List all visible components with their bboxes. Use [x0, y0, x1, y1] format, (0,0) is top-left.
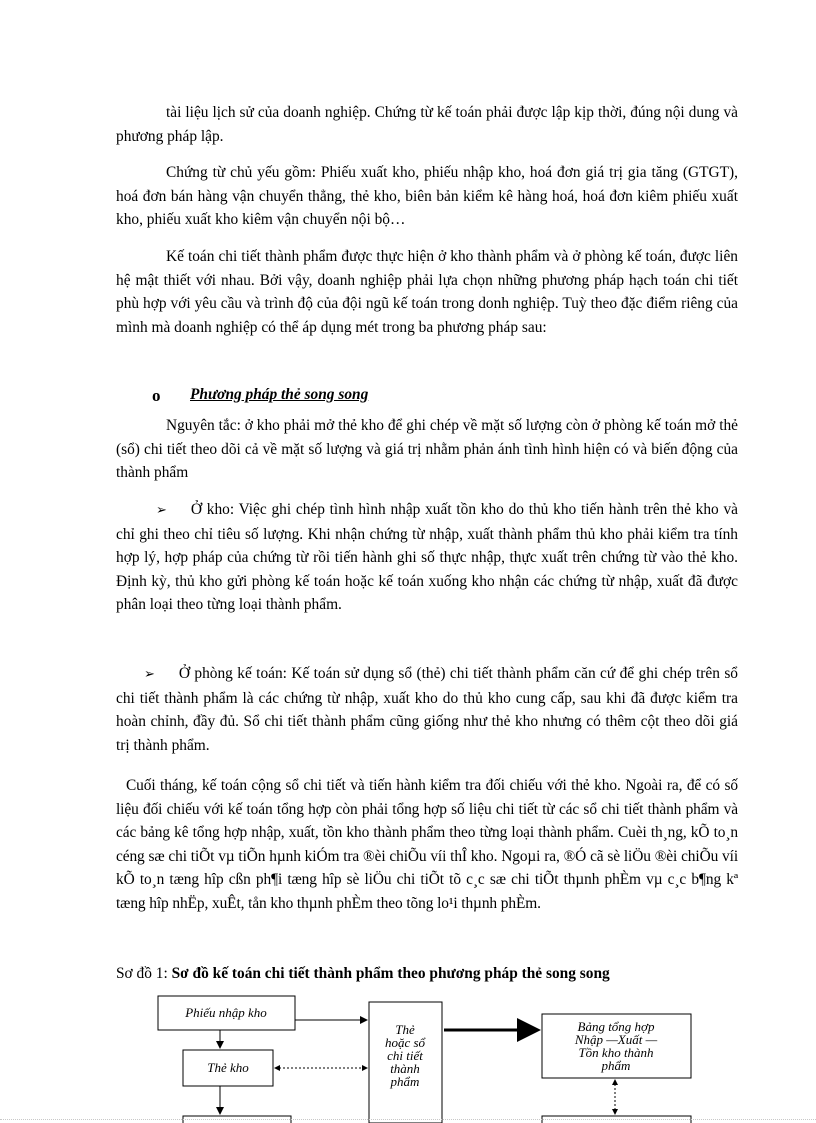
box-the-so-line3: chi tiết — [387, 1048, 423, 1063]
box-the-so-line1: Thẻ — [395, 1022, 415, 1037]
section-heading: Phương pháp thẻ song song — [190, 386, 369, 403]
paragraph-kho — [116, 498, 738, 617]
box-bang-line1: Bảng tổng hợp — [577, 1019, 655, 1034]
arrow-bullet-icon: ➢ — [144, 667, 155, 682]
box-bang-line3: Tồn kho thành — [578, 1045, 654, 1060]
caption-title: Sơ đồ kế toán chi tiết thành phẩm theo phương pháp thẻ song song — [171, 965, 610, 982]
page-bottom-rule — [0, 1119, 816, 1120]
arrow-bullet-icon: ➢ — [156, 503, 167, 518]
paragraph-phong-ke-toan — [116, 662, 738, 757]
paragraph-2: Chứng từ chủ yếu gồm: Phiếu xuất kho, phiếu nhập kho, hoá đơn giá trị gia tăng (GTGT), hoá đơn bán hàng vận chuyển thẳng, thẻ kho, biên bản kiểm kê hàng hoá, hoá đơn kiêm phiếu xuất kho, phiếu xuất kho kiêm vận chuyển nội bộ… — [116, 164, 738, 228]
box-bang-line4: phẩm — [601, 1058, 631, 1073]
paragraph-phong-text: Ở phòng kế toán: Kế toán sử dụng sổ (thẻ) chi tiết thành phẩm căn cứ để ghi chép trên sổ chi tiết thành phẩm là các chứng từ nhập, xuất kho do thủ kho cung cấp, sau khi đã được kiểm tra hoàn chỉnh, đầy đủ. Sổ chi tiết thành phẩm cũng giống như thẻ kho nhưng có thêm cột theo dõi giá trị thành phẩm. — [116, 665, 738, 754]
paragraph-3: Kế toán chi tiết thành phẩm được thực hiện ở kho thành phẩm và ở phòng kế toán, được liên hệ mật thiết với nhau. Bởi vậy, doanh nghiệp phải lựa chọn những phương pháp hạch toán chi tiết phù hợp với yêu cầu và trình độ của đội ngũ kế toán trong donh nghiệp. Tuỳ theo đặc điểm riêng của mình mà doanh nghiệp có thể áp dụng mét trong ba phương pháp sau: — [116, 248, 738, 336]
box-bang-line2: Nhập —Xuất — — [574, 1032, 658, 1047]
box-the-so-line2: hoặc sổ — [384, 1035, 426, 1050]
bullet-o-marker: o — [152, 386, 161, 405]
paragraph-kho-text: Ở kho: Việc ghi chép tình hình nhập xuất tồn kho do thủ kho tiến hành trên thẻ kho và chỉ ghi theo chỉ tiêu số lượng. Khi nhận chứng từ nhập, xuất thành phẩm thủ kho phải kiểm tra tính hợp lý, hợp pháp của chứng từ rồi tiến hành ghi số thực nhập, thực xuất trên chứng từ vào thẻ kho. Định kỳ, thủ kho gửi phòng kế toán hoặc kế toán xuống kho nhận các chứng từ nhập, xuất đã được phân loại theo từng loại thành phẩm. — [116, 501, 738, 613]
box-the-so-line5: phẩm — [390, 1074, 420, 1089]
paragraph-principle: Nguyên tắc: ở kho phải mở thẻ kho để ghi chép về mặt số lượng còn ở phòng kế toán mở thẻ (sổ) chi tiết theo dõi cả về mặt số lượng và giá trị nhằm phản ánh tình hình hiện có và biến động của thành phẩm — [116, 417, 738, 481]
diagram-caption — [116, 965, 610, 983]
box-the-kho-label: Thẻ kho — [207, 1060, 249, 1075]
paragraph-1: tài liệu lịch sử của doanh nghiệp. Chứng từ kế toán phải được lập kịp thời, đúng nội dung và phương pháp lập. — [116, 104, 738, 145]
flow-diagram — [150, 990, 740, 1123]
box-the-so-line4: thành — [390, 1061, 420, 1076]
caption-prefix: Sơ đồ 1: — [116, 965, 172, 982]
paragraph-cuoi-thang: Cuối tháng, kế toán cộng sổ chi tiết và tiến hành kiểm tra đối chiếu với thẻ kho. Ngoài ra, để có số liệu đối chiếu với kế toán tổng hợp còn phải tổng hợp số liệu chi tiết từ các sổ chi tiết thành phẩm và các bảng kê tổng hợp nhập, xuất, tồn kho thành phẩm theo từng loại thành phẩm. Cuèi th¸ng, kÕ to¸n céng sæ chi tiÕt vµ tiÕn hµnh kiÓm tra ®èi chiÕu víi thÎ kho. Ngoµi ra, ®Ó cã sè liÖu ®èi chiÕu víi kÕ to¸n tæng hîp cßn ph¶i tæng hîp sè liÖu chi tiÕt tõ c¸c sæ chi tiÕt thµnh phÈm vµ c¸c b¶ng kª tæng hîp nhËp, xuÊt, tån kho thµnh phÈm theo tõng lo¹i thµnh phÈm. — [116, 777, 738, 912]
box-phieu-nhap-kho-label: Phiếu nhập kho — [185, 1005, 267, 1020]
